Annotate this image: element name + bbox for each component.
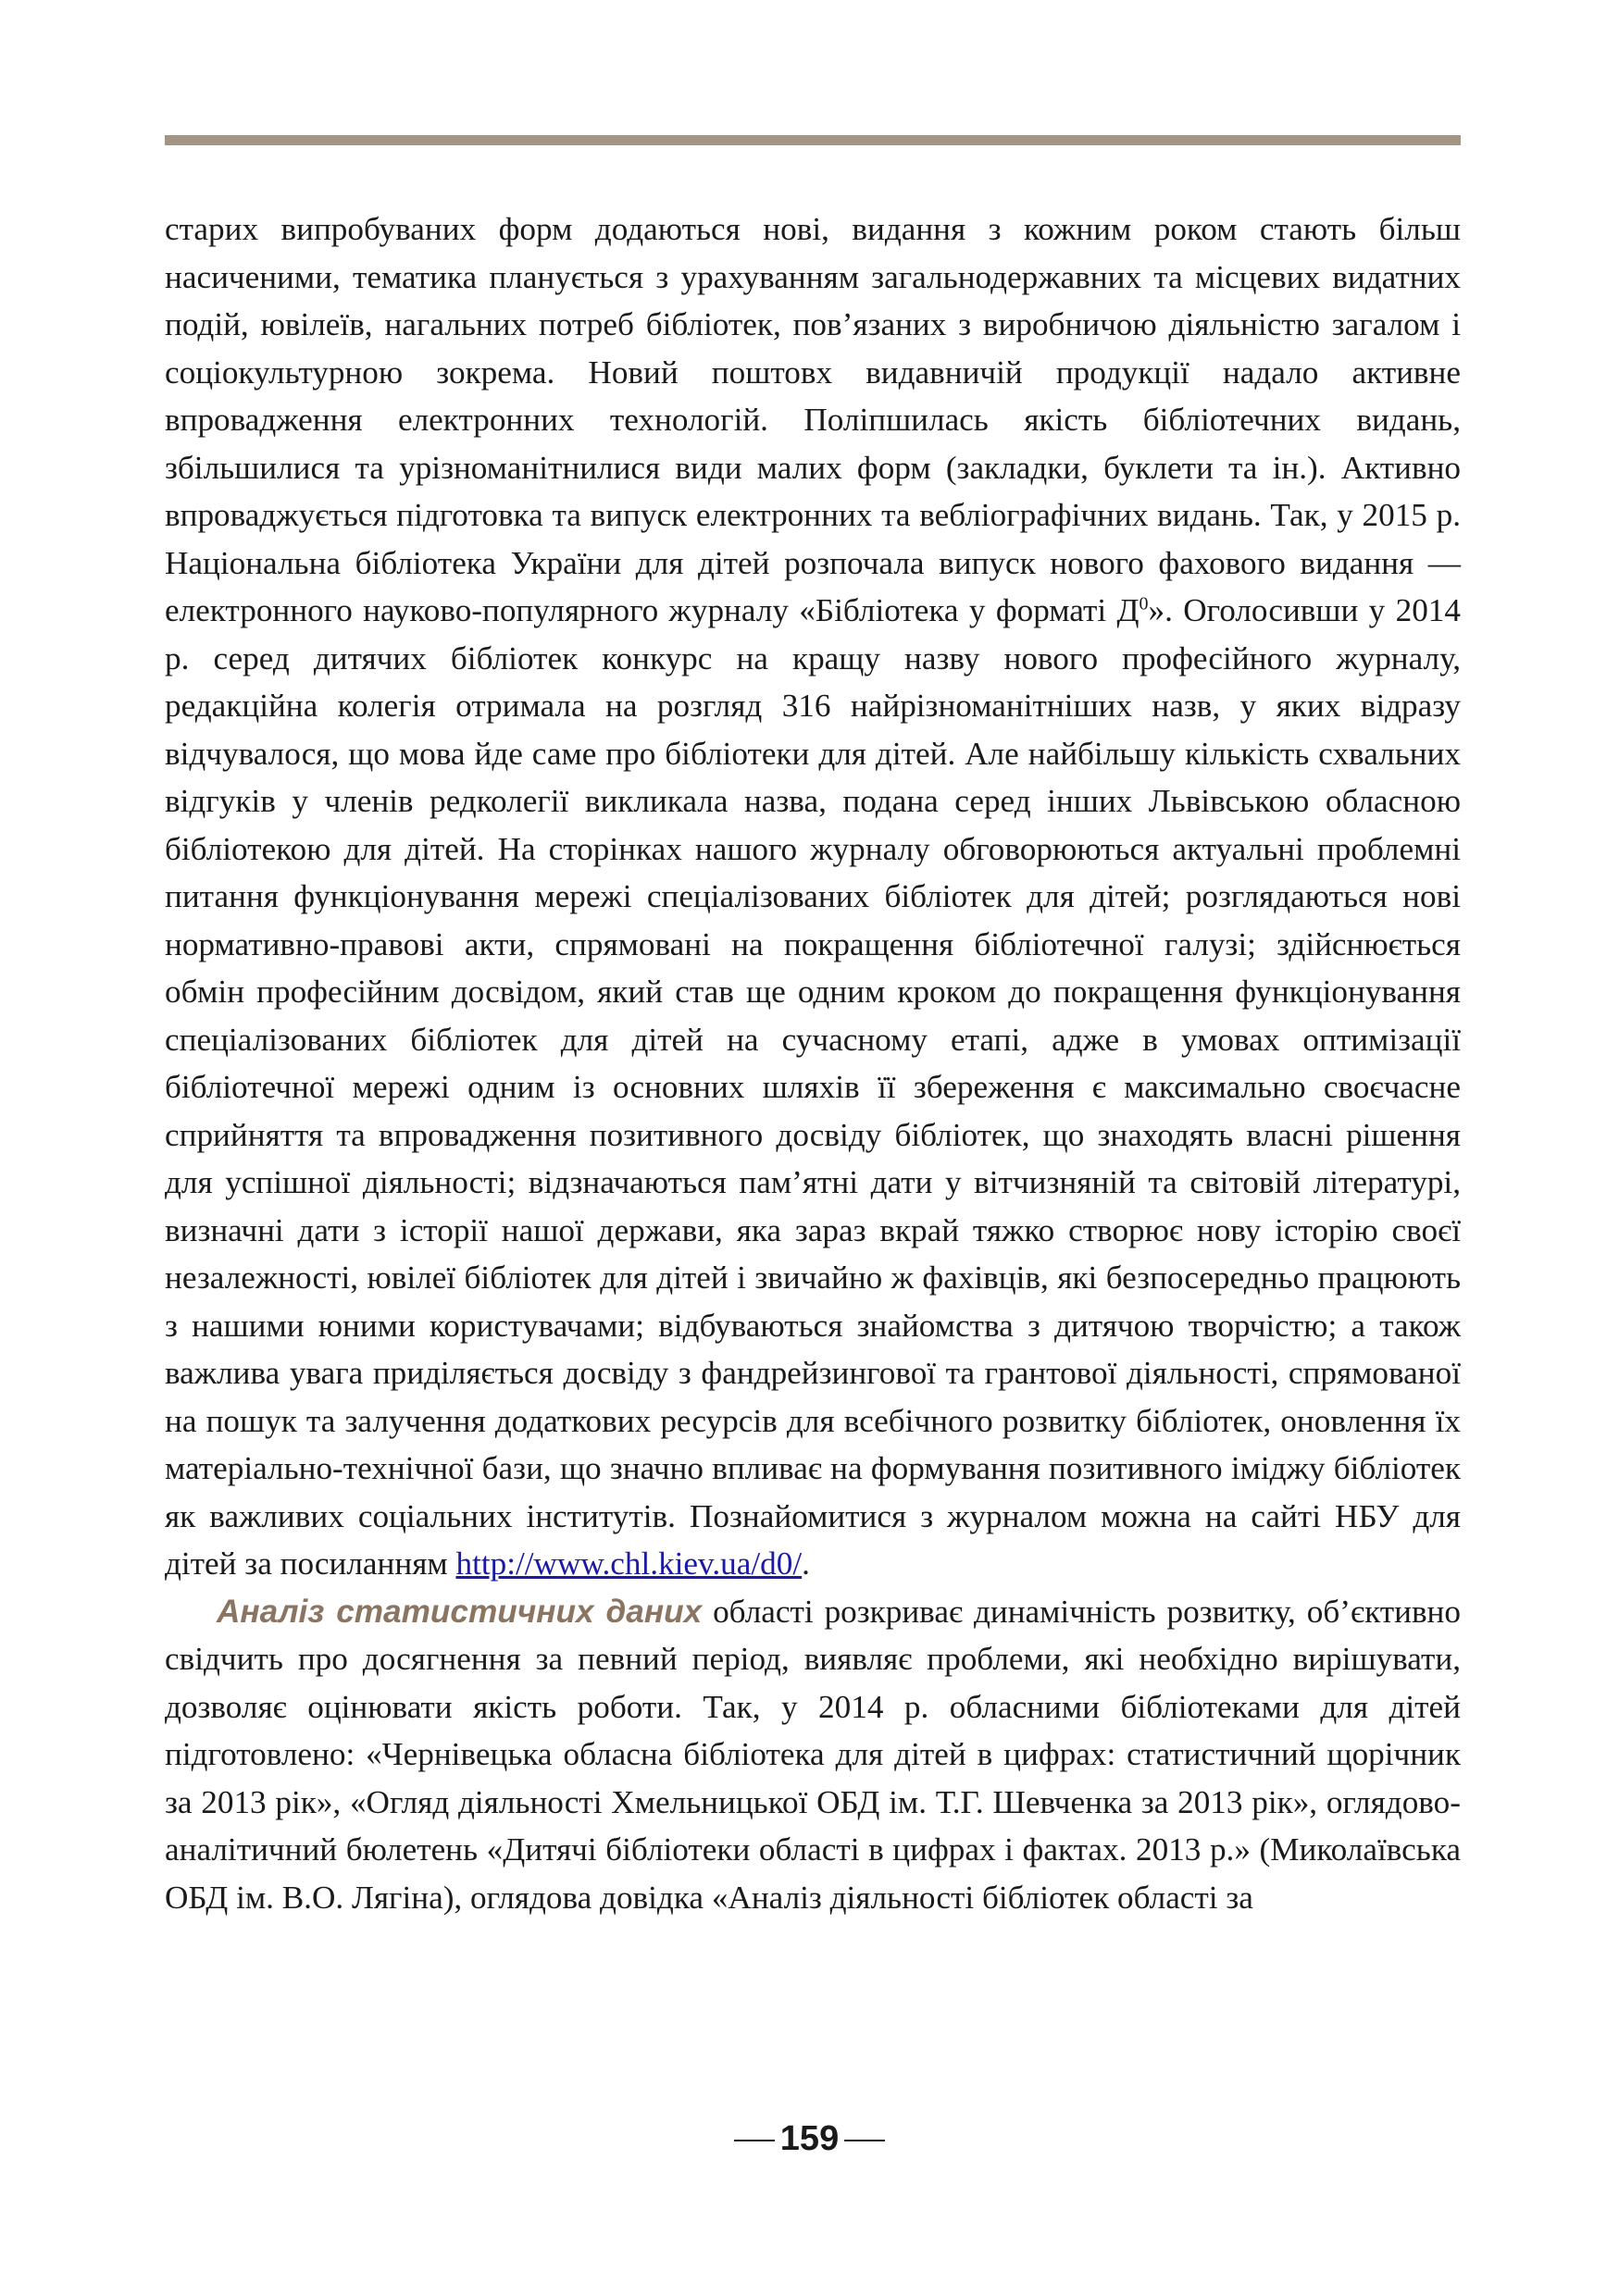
paragraph-1: [165, 205, 1461, 1588]
superscript-zero: 0: [1139, 593, 1149, 614]
page-number: 159: [779, 2119, 840, 2158]
paragraph-1-end: .: [802, 1545, 810, 1582]
paragraph-2-text: області розкриває динамічність розвитку, об’єктивно свідчить про досягнення за певний період, виявляє проблеми, які необхідно вирішувати, дозволяє оцінювати якість роботи. Так, у 2014 р. обласними бібліотеками для дітей підготовлено: «Чернівецька обласна бібліотека для дітей в цифрах: статистичний щорічник за 2013 рік», «Огляд діяльності Хмельницької ОБД ім. Т.Г. Шевченка за 2013 рік», оглядово-аналітичний бюлетень «Дитячі бібліотеки області в цифрах і фактах. 2013 р.» (Миколаївська ОБД ім. В.О. Лягіна), оглядова довідка «Аналіз діяльності бібліотек області за: [165, 1593, 1461, 1916]
paragraph-1-text: старих випробуваних форм додаються нові, видання з кожним роком стають більш насиченими, тематика планується з урахуванням загальнодержавних та місцевих видатних подій, ювілеїв, нагальних потреб бібліотек, пов’язаних з виробничою діяльністю загалом і соціокультурною зокрема. Новий поштовх видавничій продукції надало активне впровадження електронних технологій. Поліпшилась якість бібліотечних видань, збільшилися та урізноманітнилися види малих форм (закладки, буклети та ін.). Активно впроваджується підготовка та випуск електронних та вебліографічних видань. Так, у 2015 р. Національна бібліотека України для дітей розпочала випуск нового фахового видання — електронного науково-популярного журналу «Бібліотека у форматі Д: [165, 211, 1461, 628]
paragraph-1-text-continued: ». Оголосивши у 2014 р. серед дитячих бібліотек конкурс на кращу назву нового професійного журналу, редакційна колегія отримала на розгляд 316 найрізноманітніших назв, у яких відразу відчувалося, що мова йде саме про бібліотеки для дітей. Але найбільшу кількість схвальних відгуків у членів редколегії викликала назва, подана серед інших Львівською обласною бібліотекою для дітей. На сторінках нашого журналу обговорюються актуальні проблемні питання функціонування мережі спеціалізованих бібліотек для дітей; розглядаються нові нормативно-правові акти, спрямовані на покращення бібліотечної галузі; здійснюється обмін професійним досвідом, який став ще одним кроком до покращення функціонування спеціалізованих бібліотек для дітей на сучасному етапі, адже в умовах оптимізації бібліотечної мережі одним із основних шляхів її збереження є максимально своєчасне сприйняття та впровадження позитивного досвіду бібліотек, що знаходять власні рішення для успішної діяльності; відзначаються пам’ятні дати у вітчизняній та світовій літературі, визначні дати з історії нашої держави, яка зараз вкрай тяжко створює нову історію своєї незалежності, ювілеї бібліотек для дітей і звичайно ж фахівців, які безпосередньо працюють з нашими юними користувачами; відбуваються знайомства з дитячою творчістю; а також важлива увага приділяється досвіду з фандрейзингової та грантової діяльності, спрямованої на пошук та залучення додаткових ресурсів для всебічного розвитку бібліотек, оновлення їх матеріально-технічної бази, що значно впливає на формування позитивного іміджу бібліотек як важливих соціальних інститутів. Познайомитися з журналом можна на сайті НБУ для дітей за посиланням: [165, 592, 1461, 1582]
journal-link[interactable]: http://www.chl.kiev.ua/d0/: [455, 1545, 803, 1582]
run-in-heading: Аналіз статистичних даних: [217, 1593, 703, 1630]
page-number-footer: [0, 2119, 1619, 2159]
folio-left-dash: [734, 2140, 775, 2141]
paragraph-2: [165, 1588, 1461, 1922]
header-rule: [165, 135, 1461, 145]
body-text: [165, 205, 1461, 1921]
folio-right-dash: [844, 2140, 885, 2141]
